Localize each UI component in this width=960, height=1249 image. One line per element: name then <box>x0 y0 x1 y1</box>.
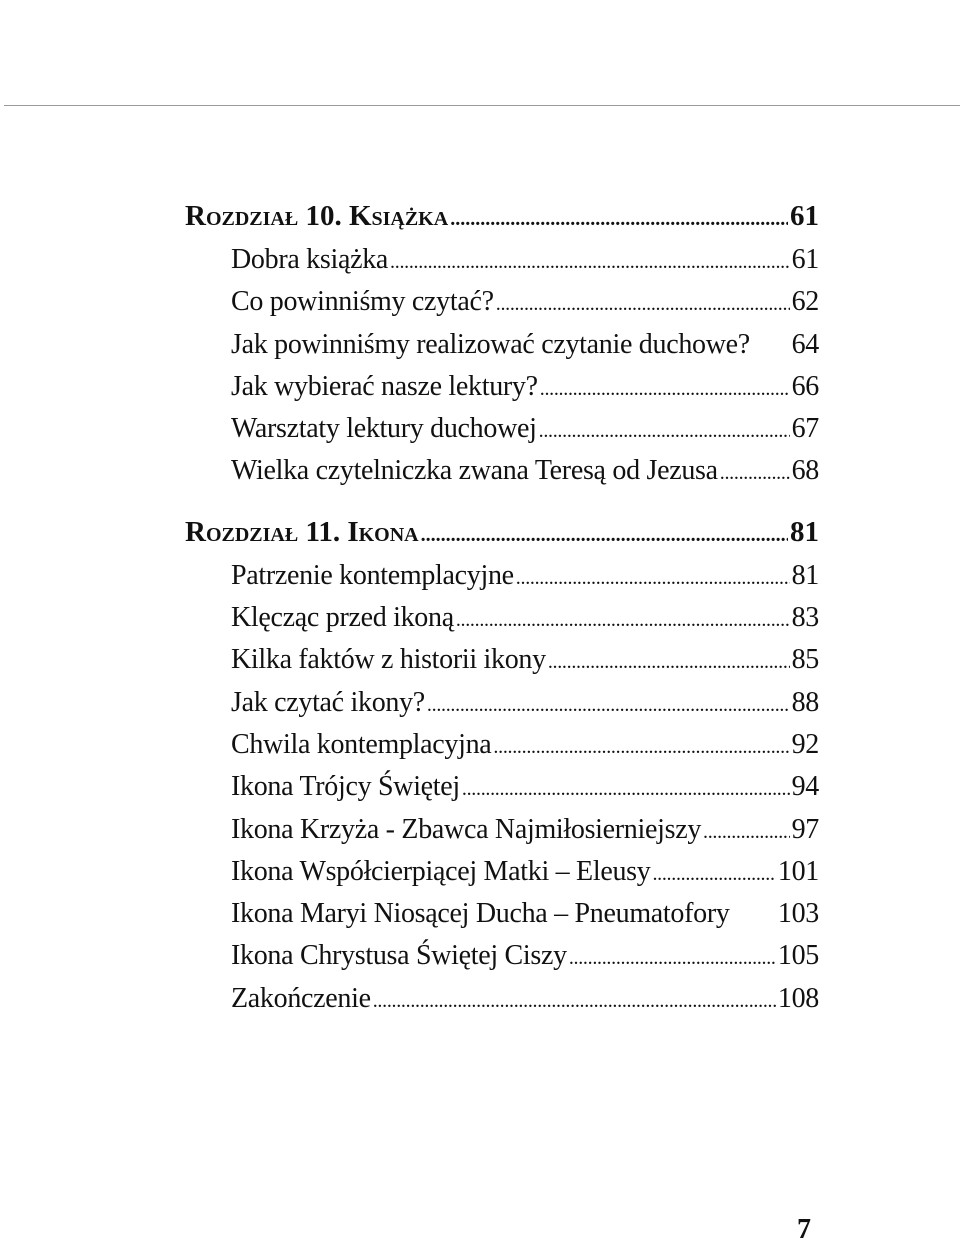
entry-title: Jak powinniśmy realizować czytanie duchowe? <box>231 328 750 360</box>
chapter-page: 61 <box>790 200 819 232</box>
dot-leader <box>421 524 788 547</box>
toc-entry <box>185 856 819 898</box>
dot-leader <box>569 947 776 970</box>
toc-entry <box>185 286 819 328</box>
entry-page: 64 <box>791 328 819 360</box>
dot-leader <box>390 251 790 274</box>
toc-entry <box>185 729 819 771</box>
entry-page: 67 <box>791 413 819 445</box>
dot-leader <box>427 694 790 717</box>
toc-entry <box>185 771 819 813</box>
toc-entry <box>185 371 819 413</box>
dot-leader <box>456 609 790 632</box>
entry-title: Jak wybierać nasze lektury? <box>231 370 538 402</box>
entry-title: Ikona Chrystusa Świętej Ciszy <box>231 940 567 972</box>
dot-leader <box>652 863 775 886</box>
chapter-heading <box>185 516 819 560</box>
entry-page: 62 <box>791 286 819 318</box>
entry-title: Zakończenie <box>231 982 371 1014</box>
entry-title: Ikona Współcierpiącej Matki – Eleusy <box>231 855 651 887</box>
toc-entry <box>185 244 819 286</box>
toc-entry <box>185 644 819 686</box>
page-number: 7 <box>797 1214 811 1245</box>
dot-leader <box>540 378 790 401</box>
entry-title: Patrzenie kontemplacyjne <box>231 559 514 591</box>
toc-entry <box>185 940 819 982</box>
chapter-heading <box>185 200 819 244</box>
toc-entry <box>185 687 819 729</box>
dot-leader <box>450 208 788 231</box>
toc-entry <box>185 898 819 940</box>
entry-page: 103 <box>777 898 819 930</box>
entry-page: 94 <box>791 771 819 803</box>
entry-title: Co powinniśmy czytać? <box>231 286 494 318</box>
entry-title: Kilka faktów z historii ikony <box>231 644 546 676</box>
header-rule <box>4 105 960 106</box>
dot-leader <box>373 990 776 1013</box>
entry-page: 101 <box>777 855 819 887</box>
entry-page: 61 <box>791 244 819 275</box>
entry-page: 105 <box>777 940 819 972</box>
dot-leader <box>462 778 790 801</box>
dot-leader <box>516 567 790 590</box>
dot-leader <box>493 736 789 759</box>
dot-leader <box>548 651 790 674</box>
entry-page: 81 <box>791 559 819 591</box>
entry-title: Dobra książka <box>231 244 389 275</box>
entry-page: 97 <box>791 813 819 845</box>
entry-title: Jak czytać ikony? <box>231 686 425 718</box>
entry-title: Ikona Krzyża - Zbawca Najmiłosierniejszy <box>231 813 702 845</box>
toc-entry <box>185 602 819 644</box>
entry-page: 85 <box>791 644 819 676</box>
toc-entry <box>185 413 819 455</box>
toc-entry <box>185 455 819 497</box>
entry-title: Wielka czytelniczka zwana Teresą od Jezusa <box>231 455 718 487</box>
toc-entry <box>185 560 819 602</box>
entry-title: Warsztaty lektury duchowej <box>231 413 537 445</box>
entry-title: Klęcząc przed ikoną <box>231 602 454 634</box>
chapter-page: 81 <box>790 515 819 548</box>
dot-leader <box>496 293 790 316</box>
entry-page: 92 <box>791 728 819 760</box>
entry-page: 83 <box>791 602 819 634</box>
dot-leader <box>720 462 790 485</box>
dot-leader <box>703 821 790 844</box>
entry-title: Chwila kontemplacyjna <box>231 728 492 760</box>
toc-entry <box>185 983 819 1025</box>
toc-entry <box>185 814 819 856</box>
dot-leader <box>539 420 790 443</box>
table-of-contents <box>185 200 819 1025</box>
entry-page: 108 <box>777 982 819 1014</box>
entry-title: Ikona Maryi Niosącej Ducha – Pneumatofory <box>231 898 730 930</box>
chapter-title: Rozdział 10. Książka <box>185 200 449 232</box>
entry-page: 88 <box>791 686 819 718</box>
toc-entry <box>185 329 819 371</box>
entry-page: 66 <box>791 370 819 402</box>
entry-page: 68 <box>791 455 819 487</box>
entry-title: Ikona Trójcy Świętej <box>231 771 460 803</box>
chapter-title: Rozdział 11. Ikona <box>185 515 419 548</box>
